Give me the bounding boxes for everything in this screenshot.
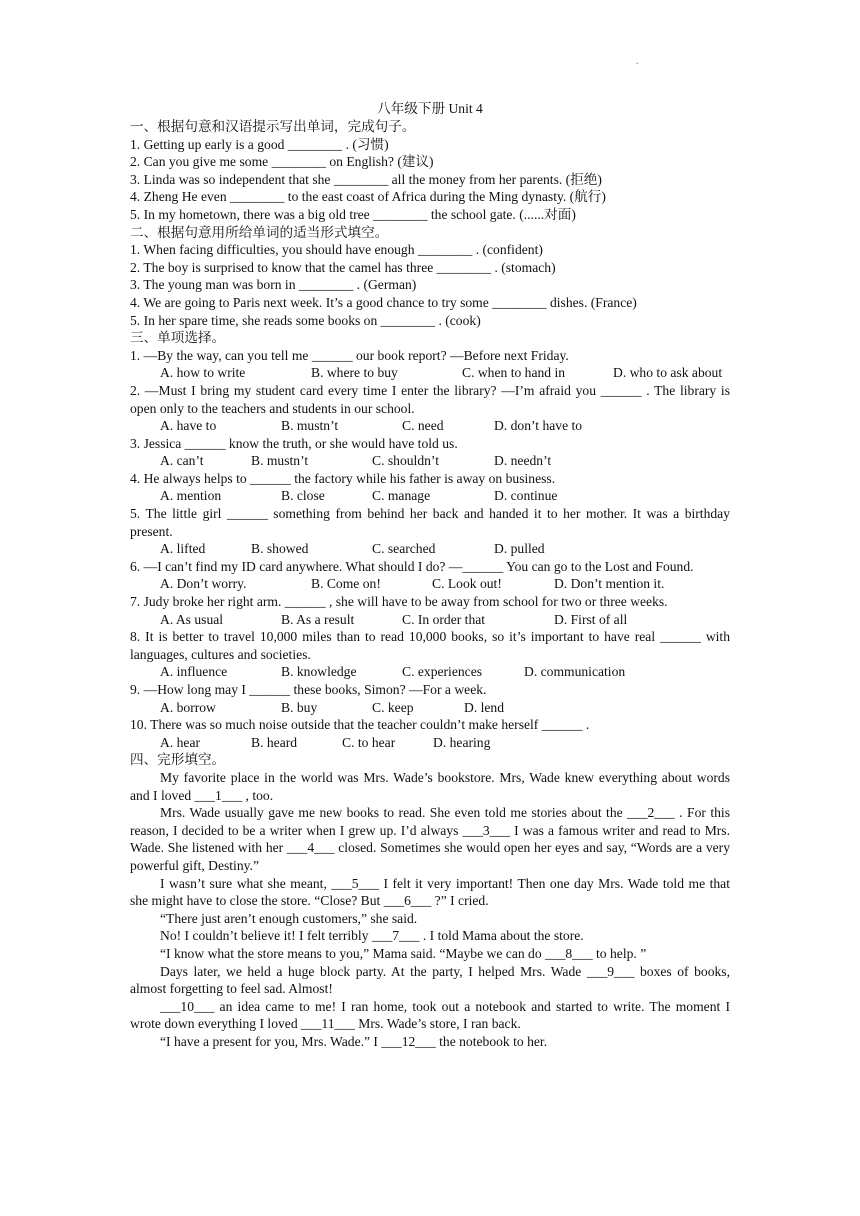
cloze-paragraph: “I know what the store means to you,” Mama said. “Maybe we can do ___8___ to help. ” [160,945,647,961]
mc-options-1 [130,364,730,382]
mc-options-2 [130,417,730,435]
mc-question-9: 9. —How long may I ______ these books, Simon? —For a week. [130,682,487,697]
mc-question-4: 4. He always helps to ______ the factory while his father is away on business. [130,470,556,486]
mc-question-8: 8. It is better to travel 10,000 miles than to read 10,000 books, so it’s important to have real ______ with languages, cultures and societies. [130,629,730,662]
mc-question-2: 2. —Must I bring my student card every time I enter the library? —I’m afraid you ______ . The library is open only to the teachers and students in our school. [130,382,730,416]
option-d: D. communication [524,664,626,680]
cloze-paragraph: Mrs. Wade usually gave me new books to read. She even told me stories about the ___2___ . For this reason, I decided to be a writer when I grew up. I’d always ___3___ I was a famous writer and read to Mrs. Wade. She listened with her ___4___ closed. Sometimes she would open her eyes and say, “Words are a very powerful gift, Destiny.” [130,805,730,873]
option-a: A. borrow [160,699,216,715]
option-d: D. continue [494,488,558,504]
option-d: D. hearing [433,734,491,750]
option-c: C. keep [372,699,414,715]
corner-dot: . [636,56,639,67]
mc-question-3: 3. Jessica ______ know the truth, or she would have told us. [130,435,458,451]
mc-options-6 [130,575,730,593]
cloze-paragraph: No! I couldn’t believe it! I felt terribly ___7___ . I told Mama about the store. [160,928,584,944]
option-c: C. to hear [342,734,396,750]
section-2-heading: 二、根据句意用所给单词的适当形式填空。 [130,224,389,240]
option-b: B. buy [281,699,318,715]
s2-item: 4. We are going to Paris next week. It’s a good chance to try some ________ dishes. (France) [130,294,637,310]
option-d: D. don’t have to [494,418,583,434]
option-a: A. how to write [160,365,246,381]
mc-options-3 [130,452,730,470]
section-3-heading: 三、单项选择。 [130,330,226,346]
s2-item: 1. When facing difficulties, you should have enough ________ . (confident) [130,242,543,258]
mc-options-9 [130,699,730,717]
option-b: B. knowledge [281,664,357,680]
option-b: B. heard [251,734,298,750]
option-a: A. As usual [160,611,224,627]
option-b: B. showed [251,541,309,557]
worksheet-page [130,100,730,1050]
section-4-heading: 四、完形填空。 [130,752,226,768]
mc-options-8 [130,663,730,681]
option-d: D. First of all [554,611,628,627]
cloze-paragraph: I wasn’t sure what she meant, ___5___ I felt it very important! Then one day Mrs. Wade told me that she might have to close the store. “Close? But ___6___ ?” I cried. [130,875,730,909]
cloze-paragraph: “There just aren’t enough customers,” she said. [160,910,418,926]
mc-options-7 [130,611,730,629]
option-c: C. Look out! [432,576,502,592]
cloze-paragraph: My favorite place in the world was Mrs. Wade’s bookstore. Mrs, Wade knew everything about words and I loved ___1___ , too. [130,769,730,803]
option-d: D. Don’t mention it. [554,576,665,592]
option-b: B. mustn’t [281,418,339,434]
option-c: C. when to hand in [462,365,566,381]
option-a: A. have to [160,418,217,434]
s1-item: 3. Linda was so independent that she ________ all the money from her parents. (拒绝) [130,171,602,187]
page-title: 八年级下册 Unit 4 [377,101,483,116]
mc-question-6: 6. —I can’t find my ID card anywhere. What should I do? —______ You can go to the Lost and Found. [130,558,694,574]
option-b: B. As a result [281,611,355,627]
s1-item: 4. Zheng He even ________ to the east coast of Africa during the Ming dynasty. (航行) [130,189,606,205]
option-c: C. manage [372,488,431,504]
mc-question-1: 1. —By the way, can you tell me ______ our book report? —Before next Friday. [130,347,569,363]
option-a: A. can’t [160,453,204,469]
option-a: A. hear [160,734,201,750]
mc-question-7: 7. Judy broke her right arm. ______ , she will have to be away from school for two or three weeks. [130,594,668,610]
s2-item: 2. The boy is surprised to know that the camel has three ________ . (stomach) [130,259,556,275]
option-c: C. shouldn’t [372,453,439,469]
option-c: C. In order that [402,611,486,627]
option-a: A. Don’t worry. [160,576,247,592]
option-d: D. lend [464,699,505,715]
mc-options-4 [130,487,730,505]
s1-item: 5. In my hometown, there was a big old tree ________ the school gate. (......对面) [130,206,576,222]
section-1-heading: 一、根据句意和汉语提示写出单词，完成句子。 [130,119,416,134]
option-a: A. influence [160,664,228,680]
option-d: D. pulled [494,541,545,557]
cloze-paragraph: Days later, we held a huge block party. At the party, I helped Mrs. Wade ___9___ boxes of books, almost forgetting to feel sad. Almost! [130,963,730,997]
option-d: D. who to ask about [613,365,723,381]
option-a: A. lifted [160,541,206,557]
option-b: B. mustn’t [251,453,309,469]
cloze-paragraph: ___10___ an idea came to me! I ran home, took out a notebook and started to write. The moment I wrote down everything I loved ___11___ Mrs. Wade’s store, I ran back. [130,998,730,1032]
s2-item: 5. In her spare time, she reads some books on ________ . (cook) [130,312,481,328]
option-c: C. searched [372,541,436,557]
mc-question-5: 5. The little girl ______ something from behind her back and handed it to her mother. It was a birthday present. [130,506,730,539]
option-c: C. need [402,418,444,434]
option-a: A. mention [160,488,222,504]
mc-options-10 [130,734,730,752]
s1-item: 2. Can you give me some ________ on English? (建议) [130,154,434,170]
option-c: C. experiences [402,664,483,680]
cloze-paragraph: “I have a present for you, Mrs. Wade.” I ___12___ the notebook to her. [160,1033,548,1049]
option-b: B. where to buy [311,365,398,381]
s2-item: 3. The young man was born in ________ . (German) [130,277,417,293]
s1-item: 1. Getting up early is a good ________ . (习惯) [130,136,389,152]
option-b: B. close [281,488,325,504]
mc-question-10: 10. There was so much noise outside that the teacher couldn’t make herself ______ . [130,717,590,733]
mc-options-5 [130,540,730,558]
option-b: B. Come on! [311,576,381,592]
option-d: D. needn’t [494,453,552,469]
